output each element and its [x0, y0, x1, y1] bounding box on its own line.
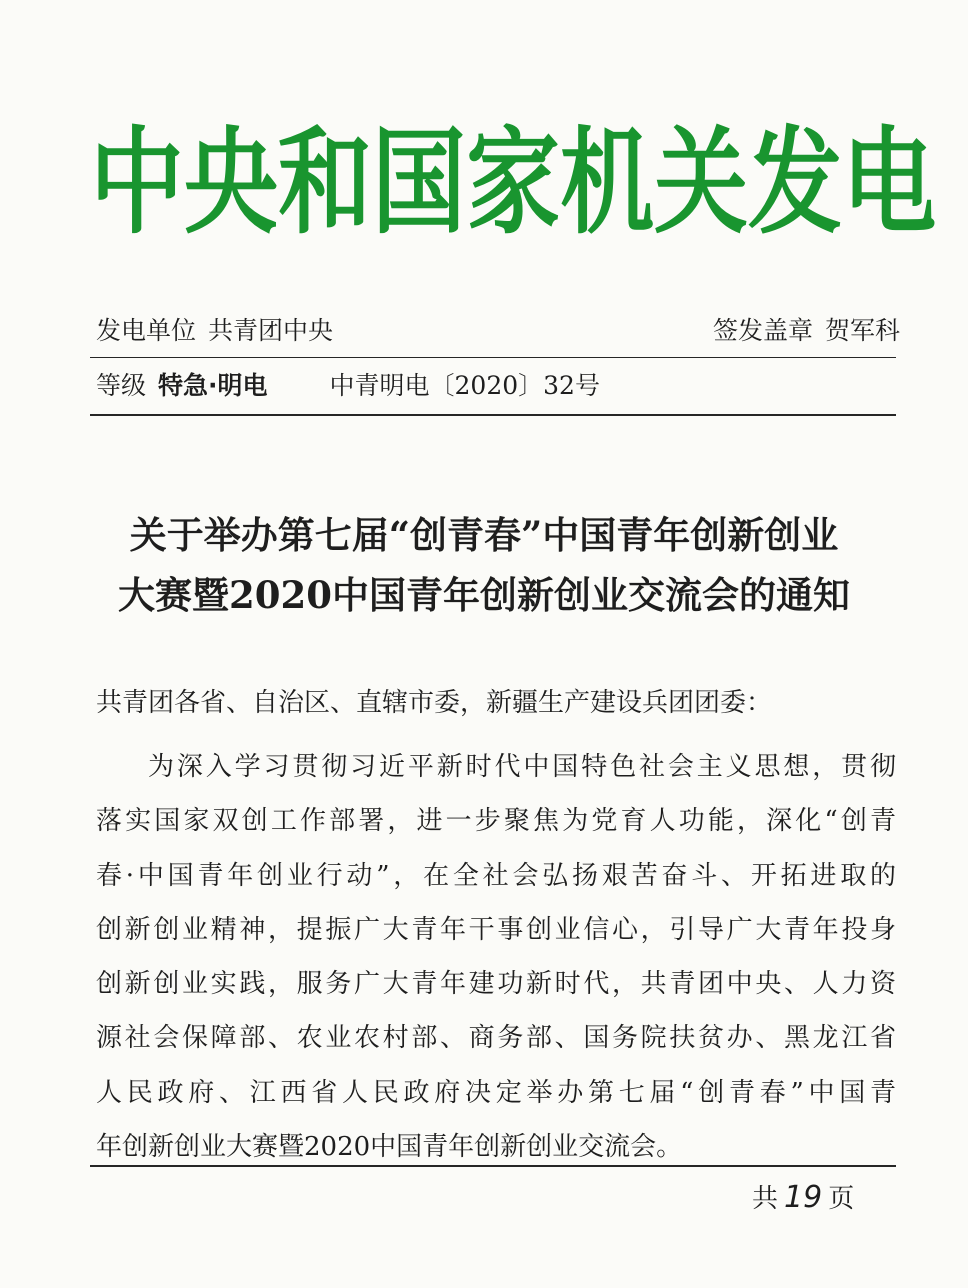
body-line: 源社会保障部、农业农村部、商务部、国务院扶贫办、黑龙江省: [96, 1023, 896, 1054]
page-count: [752, 1180, 854, 1217]
page-count-prefix: 共: [752, 1184, 779, 1214]
page-count-suffix: 页: [828, 1184, 855, 1214]
sender-block: [96, 315, 333, 347]
body-line: 为深入学习贯彻习近平新时代中国特色社会主义思想，贯彻: [148, 752, 896, 782]
masthead-char: 中: [90, 115, 185, 251]
body-line: 春·中国青年创业行动”，在全社会弘扬艰苦奋斗、开拓进取的: [96, 860, 896, 891]
masthead-char: 发: [748, 115, 843, 251]
body-line: 年创新创业大赛暨2020中国青年创新创业交流会。: [96, 1132, 683, 1163]
body-line: 落实国家双创工作部署，进一步聚焦为党育人功能，深化“创青: [96, 806, 896, 837]
masthead-char: 家: [466, 115, 561, 251]
masthead-char: 机: [560, 115, 655, 251]
signer-value: 贺军科: [824, 316, 900, 345]
level-label: 等级: [96, 371, 147, 400]
masthead-char: 国: [372, 115, 467, 251]
masthead-char: 央: [184, 115, 279, 251]
salutation: 共青团各省、自治区、直辖市委，新疆生产建设兵团团委：: [96, 688, 773, 718]
masthead-char: 和: [278, 115, 373, 251]
header-divider: [90, 357, 896, 358]
masthead-char: 关: [654, 115, 749, 251]
level-value: 特急·明电: [158, 371, 268, 400]
signer-block: [713, 315, 900, 347]
signer-label: 签发盖章: [712, 316, 813, 345]
document-title: [80, 505, 888, 625]
body-line: 创新创业实践，服务广大青年建功新时代，共青团中央、人力资: [96, 969, 896, 1000]
masthead-title: [90, 115, 937, 251]
body-line: 创新创业精神，提振广大青年干事创业信心，引导广大青年投身: [96, 914, 896, 945]
sender-row: [96, 315, 900, 347]
page-count-number: 19: [784, 1180, 823, 1215]
title-line: 关于举办第七届“创青春”中国青年创新创业: [129, 513, 839, 557]
body-line: 人民政府、江西省人民政府决定举办第七届“创青春”中国青: [96, 1077, 896, 1108]
body-paragraph: [96, 740, 896, 1174]
document-number: 中青明电〔2020〕32号: [329, 371, 600, 400]
masthead-char: 电: [842, 115, 937, 251]
title-line: 大赛暨2020中国青年创新创业交流会的通知: [118, 573, 850, 617]
sender-label: 发电单位: [96, 316, 197, 345]
sender-value: 共青团中央: [208, 316, 334, 345]
header-bottom-rule: [90, 414, 896, 416]
footer-rule: [90, 1165, 896, 1167]
level-row: [96, 370, 900, 402]
